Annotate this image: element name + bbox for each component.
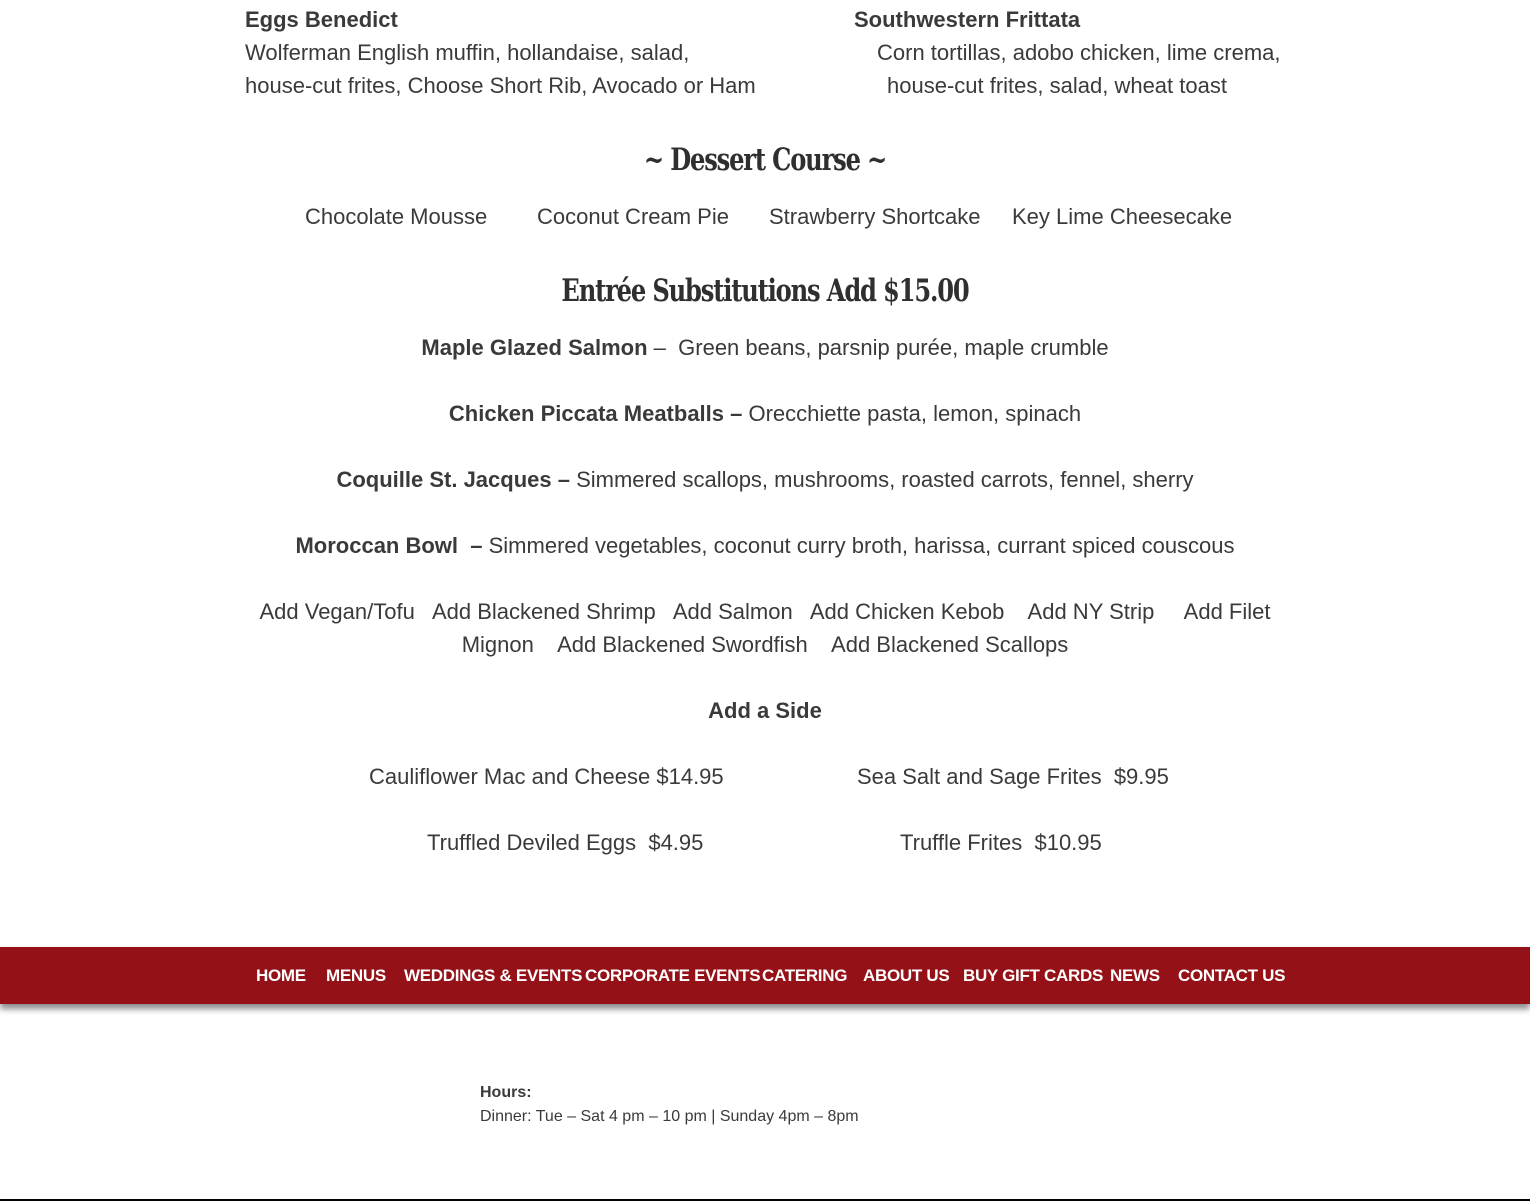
main-navigation — [0, 947, 1530, 1004]
nav-buy-gift-cards[interactable]: BUY GIFT CARDS — [963, 966, 1103, 985]
entree-separator: – — [647, 335, 679, 360]
entree-row — [0, 331, 1530, 364]
nav-contact-us[interactable]: CONTACT US — [1178, 966, 1286, 985]
side-item: Truffle Frites $10.95 — [900, 830, 1102, 855]
nav-about-us[interactable]: ABOUT US — [863, 966, 950, 985]
entree-description: Simmered vegetables, coconut curry broth, harissa, currant spiced couscous — [488, 533, 1235, 558]
frittata-title: Southwestern Frittata — [854, 7, 1081, 32]
nav-corporate-events[interactable]: CORPORATE EVENTS — [585, 966, 761, 985]
substitutions-heading: Entrée Substitutions Add $15.00 — [561, 273, 969, 309]
addons-line2: Mignon Add Blackened Swordfish Add Blackened Scallops — [461, 632, 1069, 657]
nav-menus[interactable]: MENUS — [326, 966, 386, 985]
frittata-desc-line2: house-cut frites, salad, wheat toast — [887, 73, 1227, 98]
entree-row — [0, 397, 1530, 430]
addons-line1: Add Vegan/Tofu Add Blackened Shrimp Add Salmon Add Chicken Kebob Add NY Strip Add Filet — [259, 599, 1271, 624]
nav-home[interactable]: HOME — [256, 966, 306, 985]
dessert-heading: ~ Dessert Course ~ — [643, 142, 887, 178]
dessert-item: Strawberry Shortcake — [769, 204, 981, 229]
entree-name: Chicken Piccata Meatballs – — [448, 401, 743, 426]
nav-news[interactable]: NEWS — [1110, 966, 1160, 985]
hours-label: Hours: — [480, 1084, 532, 1101]
eggs-benedict-desc-line2: house-cut frites, Choose Short Rib, Avocado or Ham — [245, 73, 756, 98]
nav-catering[interactable]: CATERING — [762, 966, 848, 985]
dessert-item: Chocolate Mousse — [305, 204, 488, 229]
entree-row — [0, 463, 1530, 496]
entree-row — [0, 529, 1530, 562]
side-item: Cauliflower Mac and Cheese $14.95 — [369, 764, 724, 789]
eggs-benedict-desc-line1: Wolferman English muffin, hollandaise, salad, — [245, 40, 690, 65]
entree-description: Orecchiette pasta, lemon, spinach — [748, 401, 1082, 426]
entree-name: Coquille St. Jacques – — [336, 467, 570, 492]
dessert-item: Coconut Cream Pie — [537, 204, 729, 229]
eggs-benedict-title: Eggs Benedict — [245, 7, 398, 32]
entree-description: Simmered scallops, mushrooms, roasted carrots, fennel, sherry — [576, 467, 1194, 492]
entree-name: Moroccan Bowl – — [295, 533, 483, 558]
side-item: Sea Salt and Sage Frites $9.95 — [857, 764, 1169, 789]
dessert-item: Key Lime Cheesecake — [1012, 204, 1233, 229]
side-item: Truffled Deviled Eggs $4.95 — [427, 830, 704, 855]
entree-name: Maple Glazed Salmon — [421, 335, 648, 360]
hours-text: Dinner: Tue – Sat 4 pm – 10 pm | Sunday 4pm – 8pm — [480, 1108, 859, 1125]
nav-weddings-events[interactable]: WEDDINGS & EVENTS — [404, 966, 583, 985]
entree-description: Green beans, parsnip purée, maple crumble — [678, 335, 1109, 360]
frittata-desc-line1: Corn tortillas, adobo chicken, lime crema, — [877, 40, 1281, 65]
sides-heading: Add a Side — [708, 698, 822, 723]
